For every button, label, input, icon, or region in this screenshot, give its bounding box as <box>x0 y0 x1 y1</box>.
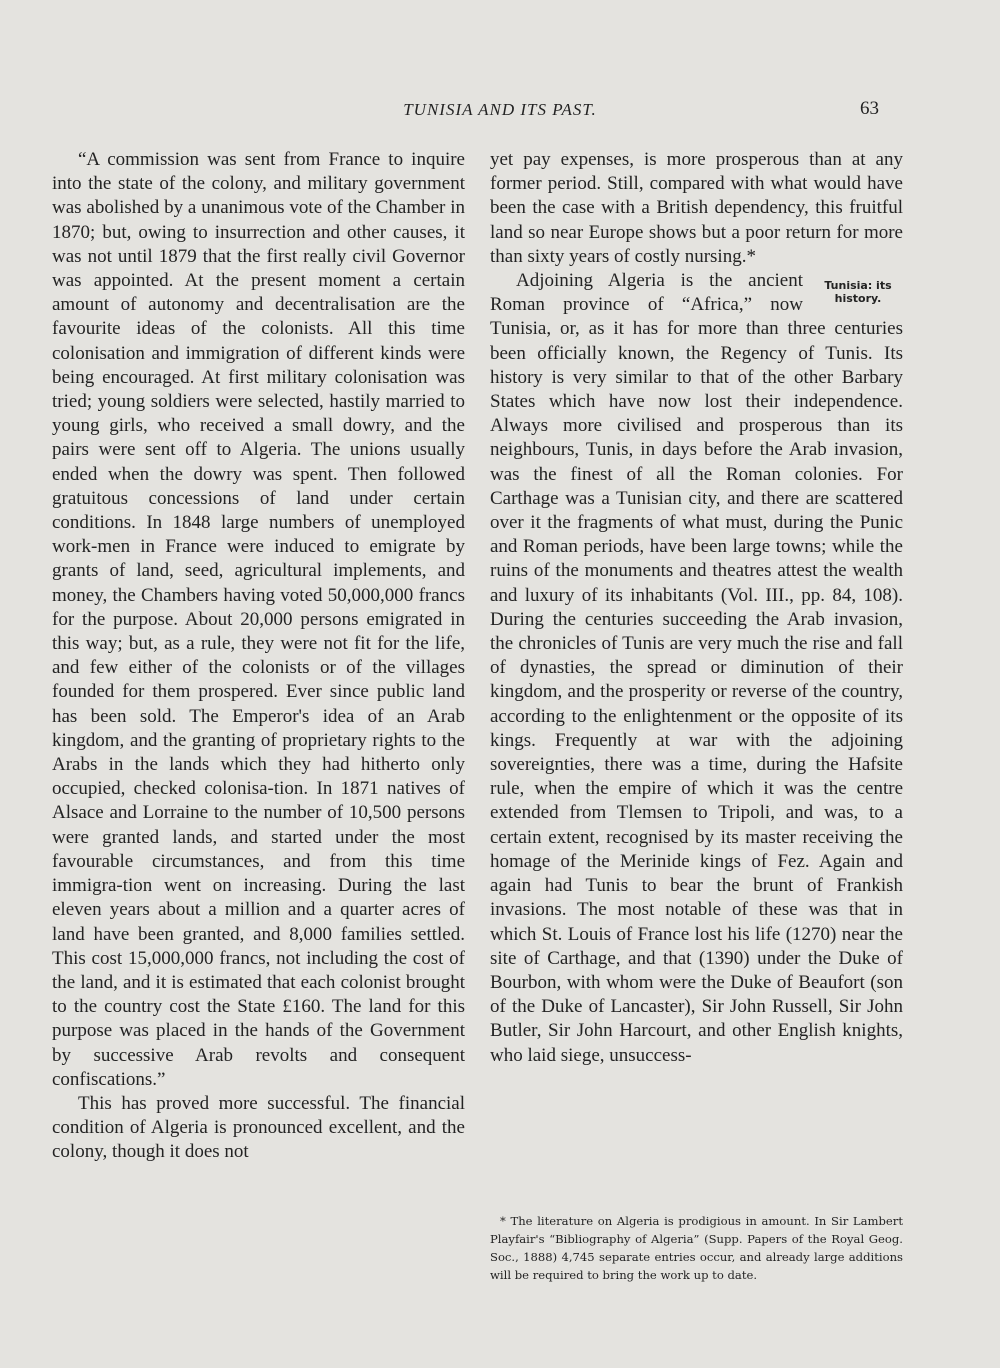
right-column <box>490 148 903 1068</box>
footnote: * The literature on Algeria is prodigious in amount. In Sir Lambert Playfair's “Bibliography of Algeria” (Supp. Papers of the Royal Geog. Soc., 1888) 4,745 separate entries occur, and already large additions will be required to bring the work up to date. <box>490 1214 903 1282</box>
paragraph-quotation: “A commission was sent from France to inquire into the state of the colony, and military government was abolished by a unanimous vote of the Chamber in 1870; but, owing to insurrection and other causes, it was not until 1879 that the first really civil Governor was appointed. At the present moment a certain amount of autonomy and decentralisation are the favourite ideas of the colonists. All this time colonisation and immigration of different kinds were being encouraged. At first military colonisation was tried; young soldiers were selected, hastily married to young girls, who received a small dowry, and the pairs were sent off to Algeria. The unions usually ended when the dowry was spent. Then followed gratuitous concessions of land under certain conditions. In 1848 large numbers of unemployed work-men in France were induced to emigrate by grants of land, seed, agricultural implements, and money, the Chambers having voted 50,000,000 francs for the purpose. About 20,000 persons emigrated in this way; but, as a rule, they were not fit for the life, and few either of the colonists or of the villages founded for them prospered. Ever since public land has been sold. The Emperor's idea of an Arab kingdom, and the granting of proprietary rights to the Arabs in the lands which they had hitherto only occupied, checked colonisa-tion. In 1871 natives of Alsace and Lorraine to the number of 10,500 persons were granted lands, and started under the most favourable circumstances, and from this time immigra-tion went on increasing. During the last eleven years about a million and a quarter acres of land have been granted, and 8,000 families settled. This cost 15,000,000 francs, not including the cost of the land, and it is estimated that each colonist brought to the country cost the State £160. The land for this purpose was placed in the hands of the Government by successive Arab revolts and consequent confiscations.” <box>52 149 465 1090</box>
left-column <box>52 148 465 1165</box>
margin-note: Tunisia: its history. <box>824 279 892 306</box>
paragraph-algeria-finance: This has proved more successful. The financial condition of Algeria is pronounced excellent, and the colony, though it does not <box>52 1092 465 1163</box>
running-title: TUNISIA AND ITS PAST. <box>403 100 597 119</box>
paragraph-tunisia-history <box>490 269 903 1068</box>
paragraph-tunisia-history-text: Adjoining Algeria is the ancient Roman province of “Africa,” now Tunisia, or, as it has for more than three centuries been officially known, the Regency of Tunis. Its history is very similar to that of the other Barbary States which have now lost their independence. Always more civilised and prosperous than its neighbours, Tunis, in days before the Arab invasion, was the finest of all the Roman colonies. For Carthage was a Tunisian city, and there are scattered over it the fragments of what must, during the Punic and Roman periods, have been large towns; while the ruins of the monuments and theatres attest the wealth and luxury of its inhabitants (Vol. III., pp. 84, 108). During the centuries succeeding the Arab invasion, the chronicles of Tunis are very much the rise and fall of dynasties, the spread or diminution of their kingdom, and the prosperity or reverse of the country, according to the enlightenment or the opposite of its kings. Frequently at war with the adjoining sovereignties, there was a time, during the Hafsite rule, when the empire of which it was the centre extended from Tlemsen to Tripoli, and was, to a certain extent, recognised by its master receiving the homage of the Merinide kings of Fez. Again and again had Tunis to bear the brunt of Frankish invasions. The most notable of these was that in which St. Louis of France lost his life (1270) near the site of Carthage, and that (1390) under the Duke of Bourbon, with whom were the Duke of Beaufort (son of the Duke of Lancaster), Sir John Russell, Sir John Butler, Sir John Harcourt, and other English knights, who laid siege, unsuccess- <box>490 270 903 1066</box>
footnote-area <box>490 1212 903 1284</box>
page-number: 63 <box>860 98 879 119</box>
paragraph-continuation: yet pay expenses, is more prosperous than at any former period. Still, compared with what would have been the case with a British dependency, this fruitful land so near Europe shows but a poor return for more than sixty years of costly nursing.* <box>490 149 903 267</box>
